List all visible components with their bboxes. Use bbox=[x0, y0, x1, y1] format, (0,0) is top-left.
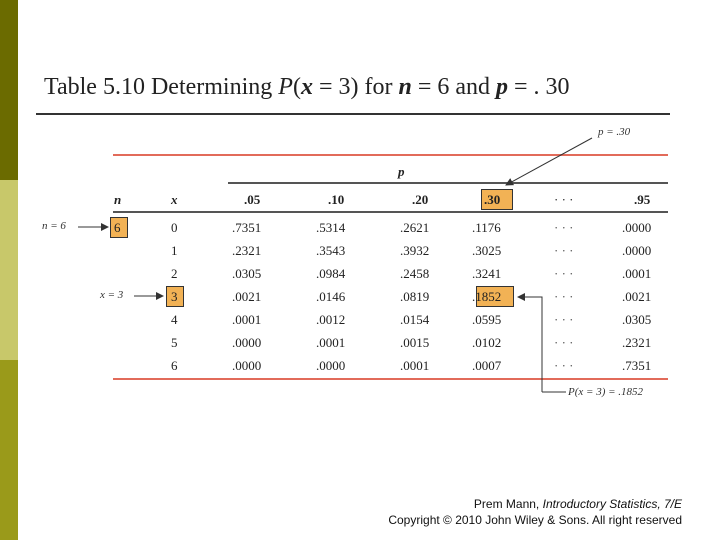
x-value: 4 bbox=[171, 312, 178, 327]
p-callout-label: p = .30 bbox=[598, 126, 631, 138]
prob-callout-arrow bbox=[518, 297, 542, 392]
table-cell: .0000 bbox=[232, 358, 262, 373]
x-value: 2 bbox=[171, 266, 178, 281]
x-value: 3 bbox=[171, 289, 178, 304]
table-cell: .3025 bbox=[472, 243, 502, 258]
table-cell: .0001 bbox=[400, 358, 430, 373]
p-column-header: .30 bbox=[484, 192, 501, 207]
table-cell: .0000 bbox=[622, 220, 652, 235]
title-x-var: x bbox=[300, 74, 313, 100]
table-cell: .3241 bbox=[472, 266, 502, 281]
title-eq-part: = 3) for bbox=[312, 74, 399, 100]
p-column-header: · · · bbox=[554, 192, 574, 207]
p-column-header: .20 bbox=[412, 192, 429, 207]
footer-copyright: Copyright © 2010 John Wiley & Sons. All right reserved bbox=[388, 513, 682, 527]
table-cell: .7351 bbox=[232, 220, 262, 235]
table-cell: .1176 bbox=[472, 220, 501, 235]
title-open: ( bbox=[292, 74, 301, 100]
table-cell: .7351 bbox=[622, 358, 652, 373]
table-cell: · · · bbox=[554, 243, 574, 258]
p-column-header: .10 bbox=[328, 192, 345, 207]
table-cell: .0007 bbox=[472, 358, 502, 373]
table-cell: .2321 bbox=[622, 335, 652, 350]
x-value: 1 bbox=[171, 243, 178, 258]
table-cell: .0305 bbox=[622, 312, 652, 327]
table-cell: .0000 bbox=[316, 358, 346, 373]
table-cell: .0819 bbox=[400, 289, 430, 304]
p-column-header: .05 bbox=[244, 192, 261, 207]
x-value: 6 bbox=[171, 358, 178, 373]
table-cell: .0021 bbox=[622, 289, 652, 304]
footer-book: Introductory Statistics, 7/E bbox=[542, 497, 682, 511]
table-cell: .0001 bbox=[232, 312, 262, 327]
p-column-header: .95 bbox=[634, 192, 651, 207]
table-cell: .0001 bbox=[316, 335, 346, 350]
n-callout-label: n = 6 bbox=[42, 220, 66, 232]
table-cell: · · · bbox=[554, 335, 574, 350]
table-cell: .2458 bbox=[400, 266, 430, 281]
table-cell: .0021 bbox=[232, 289, 262, 304]
p-callout-arrow bbox=[506, 138, 592, 185]
title-n-var: n bbox=[398, 74, 412, 100]
prob-callout-label: P(x = 3) = .1852 bbox=[568, 386, 644, 398]
footer-author: Prem Mann, bbox=[473, 497, 543, 511]
table-cell: .0015 bbox=[400, 335, 430, 350]
table-cell: .0305 bbox=[232, 266, 262, 281]
table-cell: · · · bbox=[554, 312, 574, 327]
table-cell: · · · bbox=[554, 358, 574, 373]
x-callout-label: x = 3 bbox=[100, 289, 124, 301]
table-cell: .3932 bbox=[400, 243, 430, 258]
table-cell: .1852 bbox=[472, 289, 502, 304]
table-cell: .0001 bbox=[622, 266, 652, 281]
title-n-part: = 6 and bbox=[411, 74, 496, 100]
title-p-part: = . 30 bbox=[508, 74, 570, 100]
table-cell: .2621 bbox=[400, 220, 430, 235]
table-cell: .0000 bbox=[622, 243, 652, 258]
table-cell: .5314 bbox=[316, 220, 346, 235]
table-cell: .0000 bbox=[232, 335, 262, 350]
title-prefix: Table 5.10 Determining bbox=[44, 74, 279, 100]
table-cell: · · · bbox=[554, 266, 574, 281]
title-p-var: p bbox=[496, 74, 508, 100]
table-cell: .0984 bbox=[316, 266, 346, 281]
table-cell: .0102 bbox=[472, 335, 502, 350]
table-cell: .0595 bbox=[472, 312, 502, 327]
table-cell: .2321 bbox=[232, 243, 262, 258]
title-p-func: P bbox=[278, 74, 293, 100]
p-header: p bbox=[398, 164, 405, 179]
x-value: 0 bbox=[171, 220, 178, 235]
x-column-header: x bbox=[171, 192, 178, 207]
table-cell: · · · bbox=[554, 220, 574, 235]
table-cell: .0012 bbox=[316, 312, 346, 327]
table-cell: · · · bbox=[554, 289, 574, 304]
x-value: 5 bbox=[171, 335, 178, 350]
table-cell: .0146 bbox=[316, 289, 346, 304]
footer-citation bbox=[474, 497, 682, 511]
n-value: 6 bbox=[114, 220, 121, 235]
table-cell: .3543 bbox=[316, 243, 346, 258]
table-cell: .0154 bbox=[400, 312, 430, 327]
n-column-header: n bbox=[114, 192, 122, 207]
